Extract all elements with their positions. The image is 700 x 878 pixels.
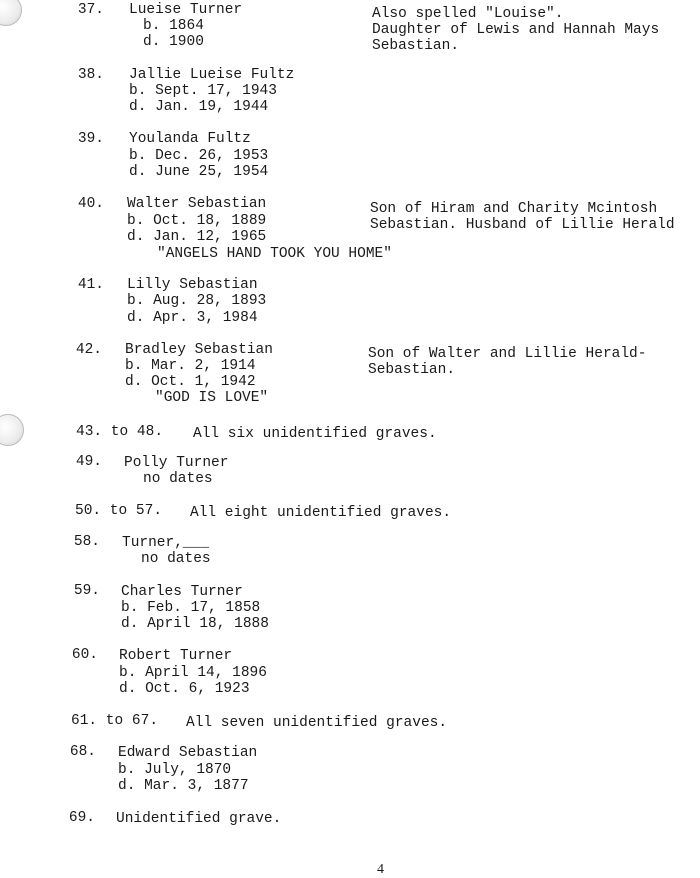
entry-50-57-number: 50. to 57. — [75, 503, 163, 519]
entry-38-number: 38. — [77, 67, 104, 83]
entry-43-48-text: All six unidentified graves. — [193, 426, 437, 442]
entry-43-48-number: 43. to 48. — [76, 424, 164, 440]
entry-59-death: d. April 18, 1888 — [121, 616, 269, 632]
entry-39-death: d. June 25, 1954 — [129, 164, 269, 180]
entry-37-note-line-3: Sebastian. — [372, 38, 460, 54]
entry-42-death: d. Oct. 1, 1942 — [125, 374, 256, 390]
entry-40-number: 40. — [77, 196, 104, 212]
entry-68-number: 68. — [69, 744, 96, 760]
entry-41-birth: b. Aug. 28, 1893 — [127, 293, 267, 309]
entry-37-birth: b. 1864 — [143, 18, 204, 34]
entry-40-birth: b. Oct. 18, 1889 — [127, 213, 267, 229]
entry-38-death: d. Jan. 19, 1944 — [129, 99, 269, 115]
entry-69-text: Unidentified grave. — [116, 811, 282, 827]
page-number: 4 — [377, 862, 384, 877]
entry-61-67-number: 61. to 67. — [71, 713, 159, 729]
entry-49-sub: no dates — [143, 471, 213, 487]
entry-60-number: 60. — [71, 647, 98, 663]
entry-42-note-line-2: Sebastian. — [368, 362, 456, 378]
entry-39-name: Youlanda Fultz — [129, 131, 251, 147]
entry-42-note-line-1: Son of Walter and Lillie Herald- — [368, 346, 647, 362]
entry-37-number: 37. — [77, 2, 104, 18]
entry-58-number: 58. — [73, 534, 100, 550]
entry-40-epitaph: "ANGELS HAND TOOK YOU HOME" — [157, 246, 392, 262]
entry-60-death: d. Oct. 6, 1923 — [119, 681, 250, 697]
entry-49-name: Polly Turner — [124, 455, 229, 471]
entry-61-67-text: All seven unidentified graves. — [186, 715, 448, 731]
entry-59-birth: b. Feb. 17, 1858 — [121, 600, 261, 616]
entry-37-death: d. 1900 — [143, 34, 204, 50]
entry-38-name: Jallie Lueise Fultz — [129, 67, 295, 83]
entry-42-birth: b. Mar. 2, 1914 — [125, 358, 256, 374]
entry-69-number: 69. — [68, 810, 95, 826]
entry-41-name: Lilly Sebastian — [127, 277, 258, 293]
entry-60-name: Robert Turner — [119, 648, 233, 664]
entry-68-birth: b. July, 1870 — [118, 762, 232, 778]
entry-59-name: Charles Turner — [121, 584, 243, 600]
entry-58-name: Turner,___ — [122, 535, 210, 551]
entry-40-note-line-2: Sebastian. Husband of Lillie Herald — [370, 217, 675, 233]
entry-42-number: 42. — [75, 342, 102, 358]
entry-42-epitaph: "GOD IS LOVE" — [155, 390, 269, 406]
entry-60-birth: b. April 14, 1896 — [119, 665, 267, 681]
entry-41-number: 41. — [77, 277, 104, 293]
entry-68-death: d. Mar. 3, 1877 — [118, 778, 249, 794]
entry-68-name: Edward Sebastian — [118, 745, 258, 761]
entry-49-number: 49. — [75, 454, 102, 470]
entry-37-name: Lueise Turner — [129, 2, 243, 18]
entry-37-note-line-1: Also spelled "Louise". — [372, 6, 564, 22]
entry-40-death: d. Jan. 12, 1965 — [127, 229, 267, 245]
entry-58-sub: no dates — [141, 551, 211, 567]
punch-hole-middle — [0, 414, 24, 446]
entry-38-birth: b. Sept. 17, 1943 — [129, 83, 277, 99]
entry-41-death: d. Apr. 3, 1984 — [127, 310, 258, 326]
entry-39-number: 39. — [77, 131, 104, 147]
entry-39-birth: b. Dec. 26, 1953 — [129, 148, 269, 164]
entry-37-note-line-2: Daughter of Lewis and Hannah Mays — [372, 22, 660, 38]
entry-42-name: Bradley Sebastian — [125, 342, 273, 358]
entry-40-note-line-1: Son of Hiram and Charity Mcintosh — [370, 201, 658, 217]
entry-59-number: 59. — [73, 583, 100, 599]
entry-40-name: Walter Sebastian — [127, 196, 267, 212]
entry-50-57-text: All eight unidentified graves. — [190, 505, 452, 521]
punch-hole-top — [0, 0, 22, 26]
